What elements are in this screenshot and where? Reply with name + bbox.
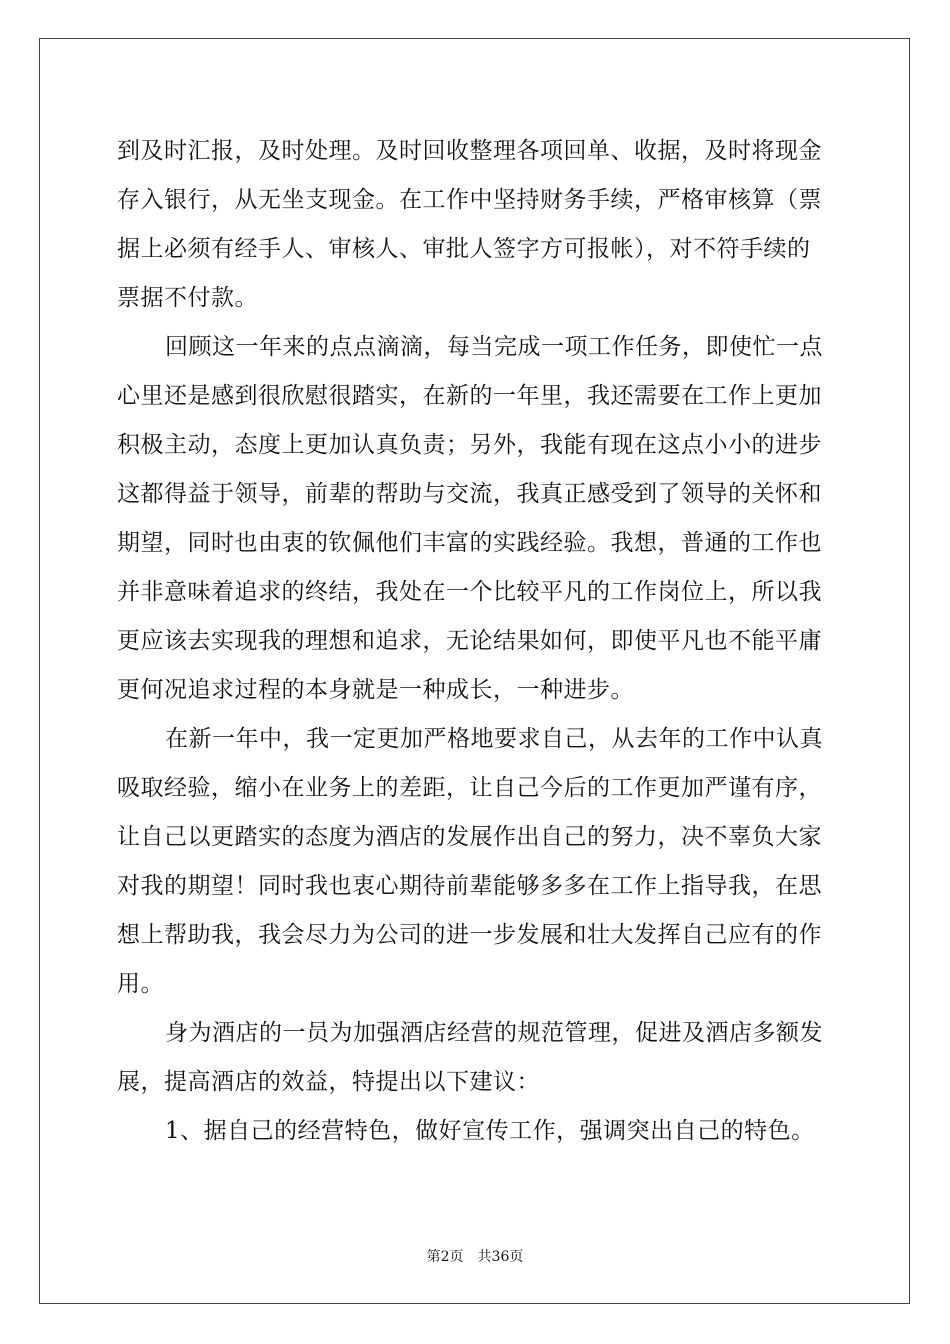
text-line-4: 票据不付款。: [117, 285, 258, 311]
document-body: [117, 127, 833, 1156]
text-line-19: 身为酒店的一员为加强酒店经营的规范管理，促进及酒店多额发: [165, 1020, 823, 1046]
text-line-6: 心里还是感到很欣慰很踏实，在新的一年里，我还需要在工作上更加: [117, 383, 822, 409]
text-line-18: 用。: [117, 971, 164, 997]
text-line-13: 在新一年中，我一定更加严格地要求自己，从去年的工作中认真: [165, 726, 823, 752]
text-line-11: 更应该去实现我的理想和追求，无论结果如何，即使平凡也不能平庸: [117, 628, 822, 654]
text-line-16: 对我的期望！同时我也衷心期待前辈能够多多在工作上指导我，在思: [117, 873, 822, 899]
text-line-10: 并非意味着追求的终结，我处在一个比较平凡的工作岗位上，所以我: [117, 579, 822, 605]
text-line-14: 吸取经验，缩小在业务上的差距，让自己今后的工作更加严谨有序，: [117, 775, 822, 801]
text-line-21: 1、据自己的经营特色，做好宣传工作，强调突出自己的特色。: [165, 1118, 815, 1144]
text-line-5: 回顾这一年来的点点滴滴，每当完成一项工作任务，即使忙一点: [165, 334, 823, 360]
page-number-footer: 第2页 共36页: [426, 1249, 524, 1265]
text-line-8: 这都得益于领导，前辈的帮助与交流，我真正感受到了领导的关怀和: [117, 481, 822, 507]
text-line-17: 想上帮助我，我会尽力为公司的进一步发展和壮大发挥自己应有的作: [117, 922, 822, 948]
text-line-12: 更何况追求过程的本身就是一种成长，一种进步。: [117, 677, 634, 703]
text-line-9: 期望，同时也由衷的钦佩他们丰富的实践经验。我想，普通的工作也: [117, 530, 822, 556]
text-line-15: 让自己以更踏实的态度为酒店的发展作出自己的努力，决不辜负大家: [117, 824, 822, 850]
text-line-1: 到及时汇报，及时处理。及时回收整理各项回单、收据，及时将现金: [117, 138, 822, 164]
text-line-3: 据上必须有经手人、审核人、审批人签字方可报帐），对不符手续的: [117, 236, 811, 262]
text-line-7: 积极主动，态度上更加认真负责；另外，我能有现在这点小小的进步: [117, 432, 822, 458]
text-line-2: 存入银行，从无坐支现金。在工作中坚持财务手续，严格审核算（票: [117, 187, 822, 213]
text-line-20: 展，提高酒店的效益，特提出以下建议：: [117, 1069, 540, 1095]
